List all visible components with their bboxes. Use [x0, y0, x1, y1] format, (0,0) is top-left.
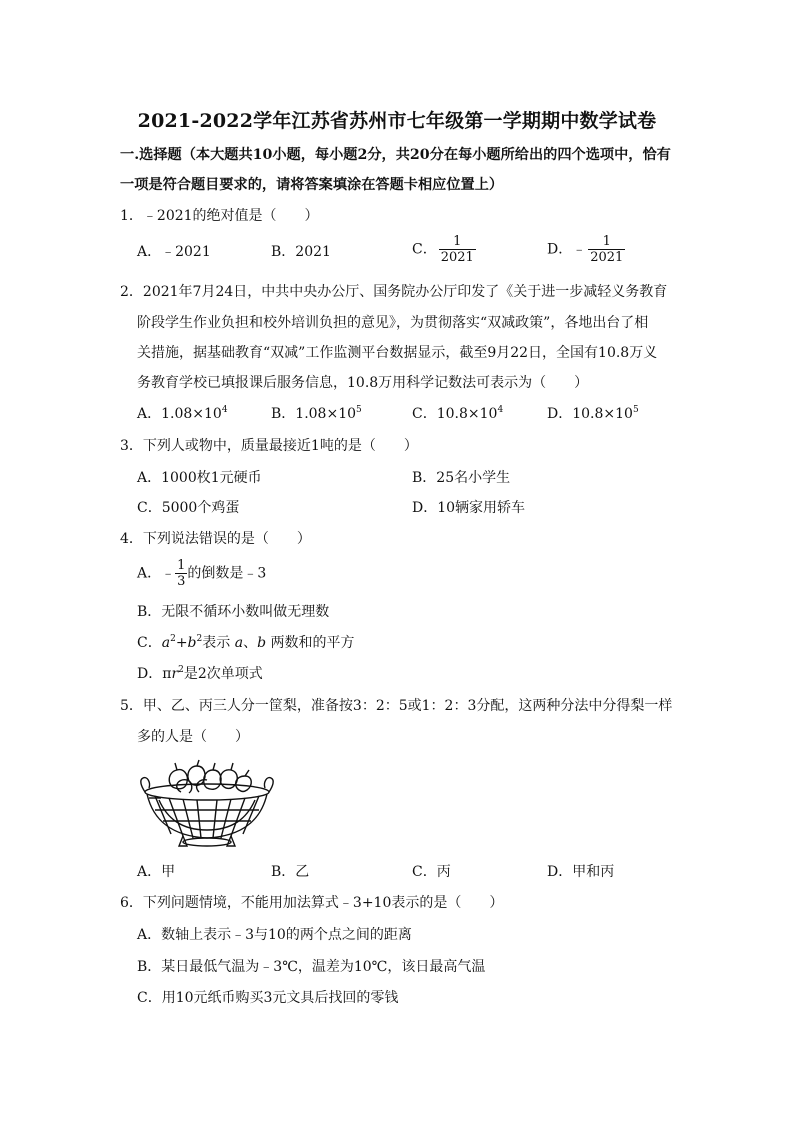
q2-option-b-base: B．1.08×10: [271, 406, 357, 422]
q4-option-b: B．无限不循环小数叫做无理数: [137, 604, 330, 620]
q2-option-c: [412, 404, 503, 424]
q1-option-c-label: C．: [412, 241, 437, 258]
fraction-denominator: 2021: [440, 250, 474, 265]
q6-option-c: C．用10元纸币购买3元文具后找回的零钱: [137, 990, 399, 1006]
plus-sign: +: [175, 635, 188, 651]
q1-stem: 1．﹣2021的绝对值是（ ）: [120, 208, 319, 224]
q2-option-c-base: C．10.8×10: [412, 406, 498, 422]
q5-stem-line-2: 多的人是（ ）: [137, 729, 249, 745]
pear-basket-illustration: [137, 758, 277, 850]
fraction-numerator: 1: [177, 558, 186, 573]
fraction-numerator: 1: [439, 234, 476, 250]
var-a: a: [234, 635, 244, 651]
q2-stem-line-2: 阶段学生作业负担和校外培训负担的意见》，为贯彻落实“双减政策”，各地出台了相: [137, 315, 649, 331]
fraction-denominator: 3: [177, 574, 186, 589]
q6-option-b: B．某日最低气温为﹣3℃，温差为10℃，该日最高气温: [137, 959, 486, 975]
q2-option-d-base: D．10.8×10: [547, 406, 633, 422]
q4-option-c-text: 表示: [202, 635, 235, 651]
q4-option-a: [137, 558, 266, 589]
q1-option-c-fraction: [439, 234, 476, 265]
q1-option-d-label: D．﹣: [547, 241, 587, 258]
var-a: a: [161, 635, 171, 651]
q1-option-c: [412, 234, 476, 265]
q2-option-c-exponent: 4: [497, 405, 504, 415]
q2-option-a: [137, 404, 228, 424]
q5-option-b: B．乙: [271, 864, 310, 880]
q3-option-b: B．25名小学生: [412, 470, 511, 486]
q2-option-b: [271, 404, 362, 424]
q2-option-b-exponent: 5: [356, 405, 362, 415]
q3-option-c: C．5000个鸡蛋: [137, 500, 240, 516]
q5-option-a: A．甲: [137, 864, 176, 880]
q4-option-c-text-end: 两数和的平方: [266, 635, 355, 651]
section-header-line-2: 一项是符合题目要求的，请将答案填涂在答题卡相应位置上）: [120, 177, 504, 193]
q1-option-d-fraction: [588, 234, 625, 265]
q2-option-d-exponent: 5: [632, 405, 639, 415]
q2-stem-line-3: 关措施，据基础教育“双减”工作监测平台数据显示，截至9月22日，全国有10.8万义: [137, 345, 658, 361]
fraction-denominator: 2021: [590, 250, 624, 265]
section-header-line-1: 一.选择题（本大题共10小题，每小题2分，共20分在每小题所给出的四个选项中，恰有: [120, 147, 671, 163]
q2-stem-line-4: 务教育学校已填报课后服务信息，10.8万用科学记数法可表示为（ ）: [137, 375, 589, 391]
q5-option-d: D．甲和丙: [547, 864, 615, 880]
q1-option-a: A．﹣2021: [137, 244, 211, 260]
q4-option-d-label: D．π: [137, 666, 172, 682]
exponent: 2: [170, 634, 176, 644]
var-r: r: [171, 666, 179, 682]
q1-option-b: B．2021: [271, 244, 331, 260]
separator: 、: [243, 635, 258, 651]
q3-option-d: D．10辆家用轿车: [412, 500, 526, 516]
q2-option-d: [547, 404, 639, 424]
q5-option-c: C．丙: [412, 864, 451, 880]
q4-option-d-text: 是2次单项式: [183, 666, 263, 682]
q6-option-a: A．数轴上表示﹣3与10的两个点之间的距离: [137, 927, 412, 943]
q4-option-c-label: C．: [137, 635, 162, 651]
exponent: 2: [178, 665, 184, 675]
q4-option-c: [137, 633, 354, 653]
q4-option-d: [137, 664, 263, 684]
q2-stem-line-1: 2．2021年7月24日，中共中央办公厅、国务院办公厅印发了《关于进一步减轻义务教育: [120, 284, 668, 300]
q4-option-a-label: A．﹣: [137, 565, 176, 582]
q1-option-d: [547, 234, 625, 265]
section-header: [120, 140, 680, 200]
q4-option-a-text: 的倒数是﹣3: [187, 565, 267, 582]
exponent: 2: [196, 634, 203, 644]
q4-stem: 4．下列说法错误的是（ ）: [120, 531, 311, 547]
q6-stem: 6．下列问题情境，不能用加法算式﹣3+10表示的是（ ）: [120, 895, 504, 911]
q3-option-a: A．1000枚1元硬币: [137, 470, 262, 486]
page-title: 2021-2022学年江苏省苏州市七年级第一学期期中数学试卷: [137, 110, 657, 132]
var-b: b: [257, 635, 267, 651]
q5-stem-line-1: 5．甲、乙、丙三人分一筐梨，准备按3：2：5或1：2：3分配，这两种分法中分得梨一样: [120, 698, 673, 714]
q3-stem: 3．下列人或物中，质量最接近1吨的是（ ）: [120, 438, 418, 454]
q2-option-a-base: A．1.08×10: [137, 406, 222, 422]
q4-option-a-fraction: [175, 558, 187, 589]
fraction-numerator: 1: [588, 234, 625, 250]
q2-option-a-exponent: 4: [221, 405, 228, 415]
var-b: b: [187, 635, 197, 651]
